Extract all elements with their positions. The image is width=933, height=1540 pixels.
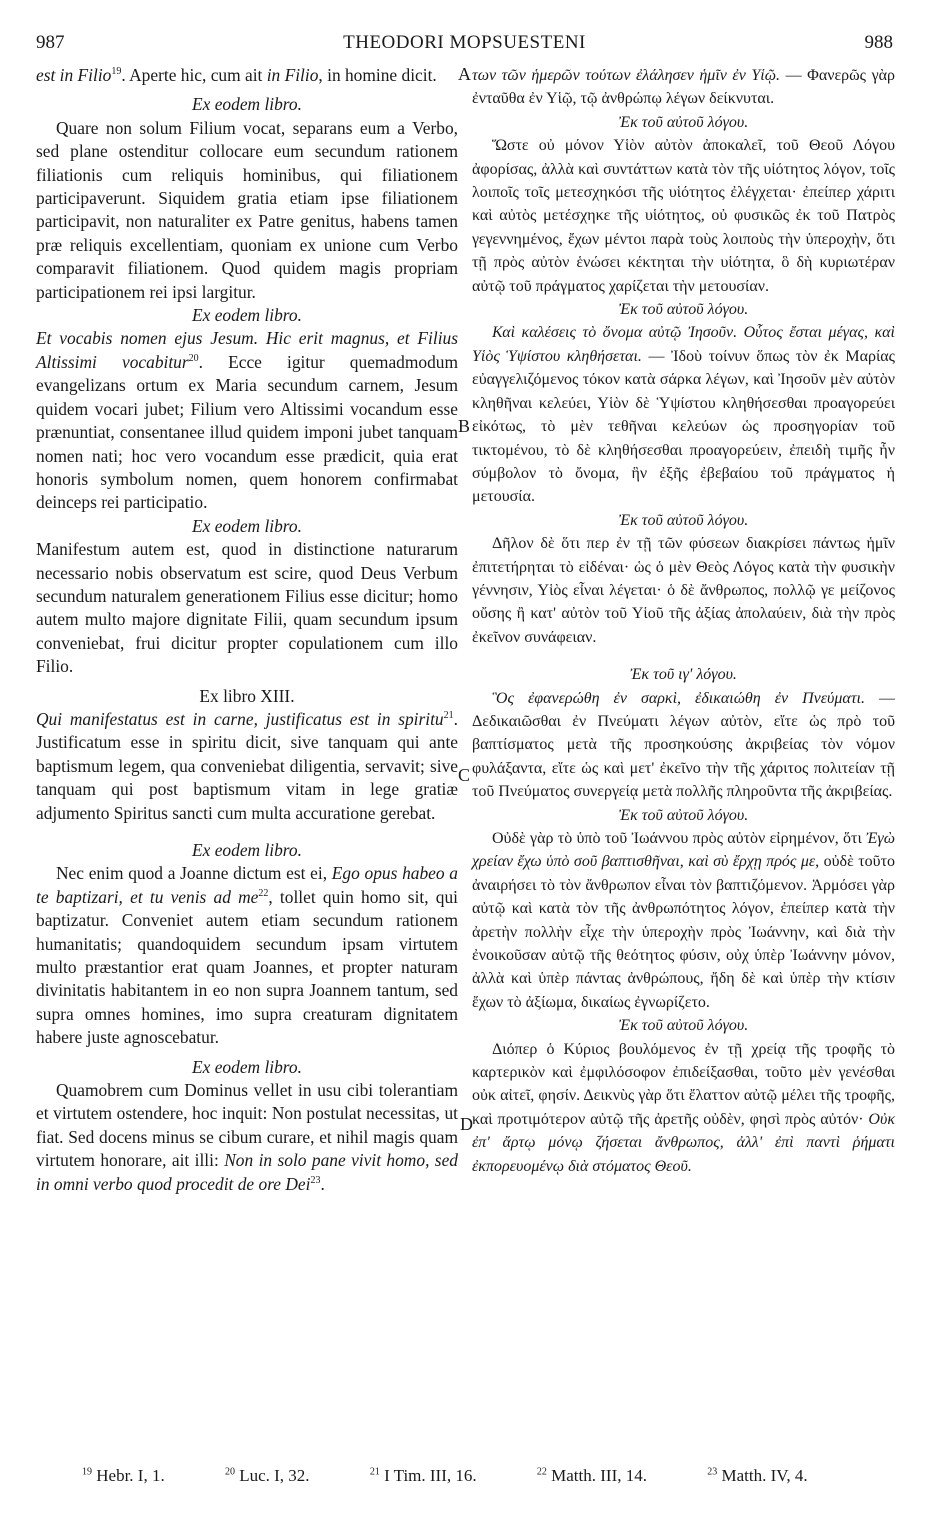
footnote-ref: 22 — [258, 888, 269, 900]
latin-quote: Qui manifestatus est in carne, justificatus est in spiritu — [36, 708, 444, 729]
greek-quote: Ὃς ἐφανερώθη ἐν σαρκὶ, ἐδικαιώθη ἐν Πνεύματι. — [492, 689, 865, 707]
latin-quote: Ego opus habeo a te baptizari, et tu venis ad me — [36, 863, 459, 907]
greek-paragraph-1: Ὥστε οὐ μόνον Υἱὸν αὐτὸν ἀποκαλεῖ, τοῦ Θεοῦ Λόγου ἀφορίσας, ἀλλὰ καὶ συντάττων κατὰ τὸν τῆς υἱότητος λόγον, τοῖς λοιποῖς τοῖς μετεσχηκόσι τῆς υἱότητος ἐλέγχεται· ἐπείπερ χάριτι καὶ αὐτὸς μετέσχηκε τῆς υἱότητος, οὐ φυσικῶς ἐκ τοῦ Πατρὸς γεγεννημένος, ἔχων μέντοι παρὰ τοὺς λοιποὺς τὴν ὑπεροχὴν, ὅτι τῇ πρὸς αὐτὸν ἑνώσει κέκτηται τὴν υἱότητα, ὃ δὴ κυριωτέραν αὐτῷ τοῦ πράγματος χαρίζεται τὴν μετουσίαν. — [472, 137, 895, 295]
footnote-number: 23 — [707, 1466, 718, 1478]
latin-text: . Aperte hic, cum ait — [121, 65, 267, 85]
latin-quote: in Filio — [266, 65, 319, 85]
running-header — [36, 32, 893, 60]
greek-text: — Ἰδοὺ τοίνυν ὅπως τὸν ἐκ Μαρίας εὐαγγελιζόμενος τόκον κατὰ σάρκα λέγων, καὶ Ἰησοῦν μὲν αὐτὸν κληθῆναι κελεύει, Υἱὸν δὲ Ὑψίστου κληθήσεσθαι προαγορεύει εἰκότως, τὸ μὲν τεθῆναι κελεύων ὡς προσηγορίαν τοῦ τικτομένου, τὸ δὲ κληθήσεσθαι προαγορεύειν, ἐπειδὴ τιμῆς ἦν σύμβολον τὸ ὄνομα, ἣν ἐξῆς ἐβεβαίου τοῦ πράγματος ἡ μετουσία. — [472, 347, 895, 506]
footnote-ref: 19 — [111, 66, 122, 78]
footnote — [82, 1466, 193, 1485]
greek-quote: Ἐγὼ χρείαν ἔχω ὑπὸ σοῦ βαπτισθῆναι, καὶ σὺ ἔρχῃ πρός με — [472, 830, 895, 871]
greek-section-heading: Ἐκ τοῦ αὐτοῦ λόγου. — [618, 113, 749, 131]
latin-section-heading: Ex eodem libro. — [192, 94, 302, 115]
greek-section-heading: Ἐκ τοῦ αὐτοῦ λόγου. — [618, 301, 749, 319]
greek-text: , οὐδὲ τοῦτο ἀναιρήσει τὸ τὸν ἄνθρωπον εἶναι τὸν βαπτιζόμενον. Ἁρμόσει γὰρ αὐτῷ καὶ κατὰ τὸν τῆς ἀνθρωπότητος λόγον, ἐπείπερ κατὰ τὴν ἀρετὴν πολλὴν εἶχε τὴν ὑπεροχὴν πρὸς Ἰωάννην, καὶ διὰ τὴν ἐνοικοῦσαν αὐτῷ τῆς θεότητος φύσιν, οὐχ ὑπὲρ Ἰωάννην μόνον, ἀλλὰ καὶ ὑπὲρ πάντας ἀνθρώπους, ἤδη δὲ καὶ ὑπὲρ τὴν κτίσιν ἔχων τὸ ἀξίωμα, δικαίως ἐγνωρίζετο. — [472, 853, 895, 1011]
footnote-number: 21 — [369, 1466, 380, 1478]
margin-marker-b: B — [458, 416, 471, 436]
latin-quote: est in Filio — [36, 65, 112, 85]
margin-marker-a: A — [458, 64, 471, 84]
footnote-number: 19 — [82, 1466, 92, 1478]
footnote — [707, 1466, 835, 1485]
greek-paragraph-5 — [472, 827, 895, 1014]
latin-paragraph-3: Manifestum autem est, quod in distinctione naturarum necessario nobis observatum est scire, quod Deus Verbum secundum naturalem generationem Filius esse dicitur; homo autem multo majore dignitate Filii, quam secundum ipsum conveniebat, frui dicitur propter copulationem cum illo Filio. — [36, 539, 458, 677]
footnotes — [82, 1466, 902, 1486]
footnote-text: Luc. I, 32. — [239, 1466, 310, 1485]
greek-column — [472, 64, 895, 1178]
latin-text: . — [320, 1173, 325, 1194]
greek-text: Οὐδὲ γὰρ τὸ ὑπὸ τοῦ Ἰωάννου πρὸς αὐτὸν εἰρημένον, ὅτι — [492, 830, 867, 847]
latin-quote: Et vocabis nomen ejus Jesum. Hic erit magnus, et Filius Altissimi vocabitur — [36, 328, 458, 372]
footnote — [537, 1466, 675, 1485]
greek-paragraph-6 — [472, 1038, 895, 1178]
footnote-number: 22 — [536, 1466, 547, 1478]
latin-text: . Ecce igitur quemadmodum evangelizans ortum ex Maria secundum carnem, Jesum quidem vocari jubet; Filium vero Altissimi vocandum esse prænuntiat, consentanee illud quidem imponi jubet tanquam nomen nati; hoc vero vocandum esse prædicit, quia erat honoris symbolum nomen, quem honorem confirmabat deinceps rei participatio. — [36, 351, 459, 513]
latin-text: , in homine dicit. — [318, 65, 437, 85]
greek-quote: Καὶ καλέσεις τὸ ὄνομα αὐτῷ Ἰησοῦν. Οὗτος ἔσται μέγας, καὶ Υἱὸς Ὑψίστου κληθήσεται. — [472, 324, 895, 365]
latin-text: . Justificatum esse in spiritu dicit, sive tanquam qui ante baptismum legem, qua conveniebat diligentia, servavit; sive tanquam qui post baptismum vitam in lege gratiæ adjumento Spiritus sancti cum multa accuratione gerebat. — [36, 708, 458, 823]
latin-section-heading: Ex libro XIII. — [199, 685, 295, 706]
left-page-number: 987 — [36, 32, 65, 53]
margin-marker-c: C — [458, 765, 471, 785]
footnote — [370, 1466, 505, 1485]
footnote-text: Hebr. I, 1. — [96, 1466, 165, 1485]
greek-quote: Οὐκ ἐπ' ἄρτῳ μόνῳ ζήσεται ἄνθρωπος, ἀλλ' ἐπὶ παντὶ ῥήματι ἐκπορευομένῳ διὰ στόματος Θεοῦ. — [472, 1110, 895, 1175]
running-title: THEODORI MOPSUESTENI — [343, 32, 586, 53]
latin-paragraph-6 — [36, 1079, 458, 1196]
latin-paragraph-0 — [36, 64, 458, 87]
greek-section-heading: Ἐκ τοῦ αὐτοῦ λόγου. — [618, 1017, 749, 1035]
latin-section-heading: Ex eodem libro. — [192, 305, 302, 326]
greek-paragraph-3: Δῆλον δὲ ὅτι περ ἐν τῇ τῶν φύσεων διακρίσει πάντως ἡμῖν ἐπιτετήρηται τὸ εἰδέναι· ὡς ὁ μὲν Θεὸς Λόγος κατὰ τὴν φυσικὴν γέννησιν, Υἱὸς εἶναι λέγεται· ὁ δὲ ἄνθρωπος, πολλῷ γε μείζονος οὔσης ἢ κατ' αὐτὸν τοῦ Υἱοῦ τῆς ἀξίας ἀπολαύειν, διὰ τὴν πρὸς ἐκεῖνον συνάφειαν. — [472, 535, 895, 646]
latin-quote: Non in solo pane vivit homo, sed in omni verbo quod procedit de ore Dei — [36, 1150, 458, 1194]
right-page-number: 988 — [864, 32, 893, 53]
greek-text: Διόπερ ὁ Κύριος βουλόμενος ἐν τῇ χρείᾳ τῆς τροφῆς τὸ καρτερικὸν καὶ ἐμφιλόσοφον ἐπιδείξασθαι, τοῦτο μὲν γενέσθαι οὐκ αἰτεῖ, φησίν. Δεικνὺς γὰρ ὅτι ἔλαττον αὐτῷ μέλει τῆς τροφῆς, καὶ προτιμότερον αὐτῷ τῆς ἀρετῆς οὐδὲν, φησὶ πρὸς αὐτόν· — [472, 1040, 895, 1128]
greek-section-heading: Ἐκ τοῦ αὐτοῦ λόγου. — [618, 511, 749, 529]
greek-quote: των τῶν ἡμερῶν τούτων ἐλάλησεν ἡμῖν ἐν Υἱῷ. — [472, 67, 781, 84]
latin-paragraph-4 — [36, 708, 458, 825]
greek-paragraph-2 — [472, 321, 895, 508]
latin-section-heading: Ex eodem libro. — [192, 840, 302, 860]
latin-paragraph-2 — [36, 327, 458, 514]
latin-text: , tollet quin homo sit, qui baptizatur. Conveniet autem etiam secundum rationem humanitatis; quandoquidem secundum ipsam virtutem multo præstantior erat quam Joannes, et propter naturam divinitatis habitantem in eo non supra Joannem tantum, sed supra omnes homines, imo supra creaturam dignitatem habere juste agnoscebatur. — [36, 886, 459, 1048]
latin-section-heading: Ex eodem libro. — [192, 515, 302, 536]
footnote-text: Matth. III, 14. — [551, 1466, 647, 1485]
latin-text: Quamobrem cum Dominus vellet in usu cibi tolerantiam et virtutem ostendere, hoc inquit: Non postulat necessitas, ut fiat. Sed docens minus se cibum curare, et nihil magis quam virtutem honorare, ait illi: — [36, 1080, 458, 1171]
footnote — [225, 1466, 338, 1485]
latin-column — [36, 64, 458, 1196]
footnote-number: 20 — [224, 1466, 235, 1478]
latin-paragraph-1: Quare non solum Filium vocat, separans eum a Verbo, sed plane ostenditur collocare eum secundum rationem filiationis cum reliquis hominibus, qui filiationem participaverunt. Siquidem gratia etiam ipse filiationem participavit, non naturaliter ex Patre genitus, habens tamen præ reliquis excellentiam, quoniam ex unione cum Verbo comparavit filiationem. Quod quidem magis propriam participationem rei ipsi largitur. — [36, 117, 458, 302]
footnote-ref: 23 — [310, 1174, 321, 1186]
footnote-ref: 21 — [443, 710, 454, 722]
latin-section-heading: Ex eodem libro. — [192, 1056, 302, 1077]
latin-text: Nec enim quod a Joanne dictum est ei, — [56, 863, 332, 884]
greek-paragraph-4 — [472, 687, 895, 804]
footnote-text: Matth. IV, 4. — [721, 1466, 808, 1485]
greek-section-heading: Ἐκ τοῦ αὐτοῦ λόγου. — [618, 806, 749, 824]
footnote-ref: 20 — [188, 353, 199, 365]
greek-text: — Δεδικαιῶσθαι ἐν Πνεύματι λέγων αὐτὸν, εἴτε ὡς πρὸ τοῦ βαπτίσματος μετὰ τῆς προσηκούσης ἀκριβείας τὸν νόμον φυλάξαντα, εἴτε ὡς καὶ μετ' ἐκεῖνο τὴν τῆς χάριτος πολιτείαν τῇ τοῦ Πνεύματος συνεργείᾳ μετὰ πολλῆς πληροῦντα τῆς ἀκριβείας. — [472, 689, 895, 801]
greek-section-heading: Ἐκ τοῦ ιγ' λόγου. — [630, 666, 737, 684]
latin-paragraph-5 — [36, 862, 458, 1049]
greek-text: — Φανερῶς γὰρ ἐνταῦθα ἐν Υἱῷ, τῷ ἀνθρώπῳ λέγων δείκνυται. — [472, 67, 896, 108]
greek-paragraph-0 — [472, 64, 895, 111]
margin-marker-d: D — [460, 1114, 473, 1134]
footnote-text: I Tim. III, 16. — [384, 1466, 477, 1485]
